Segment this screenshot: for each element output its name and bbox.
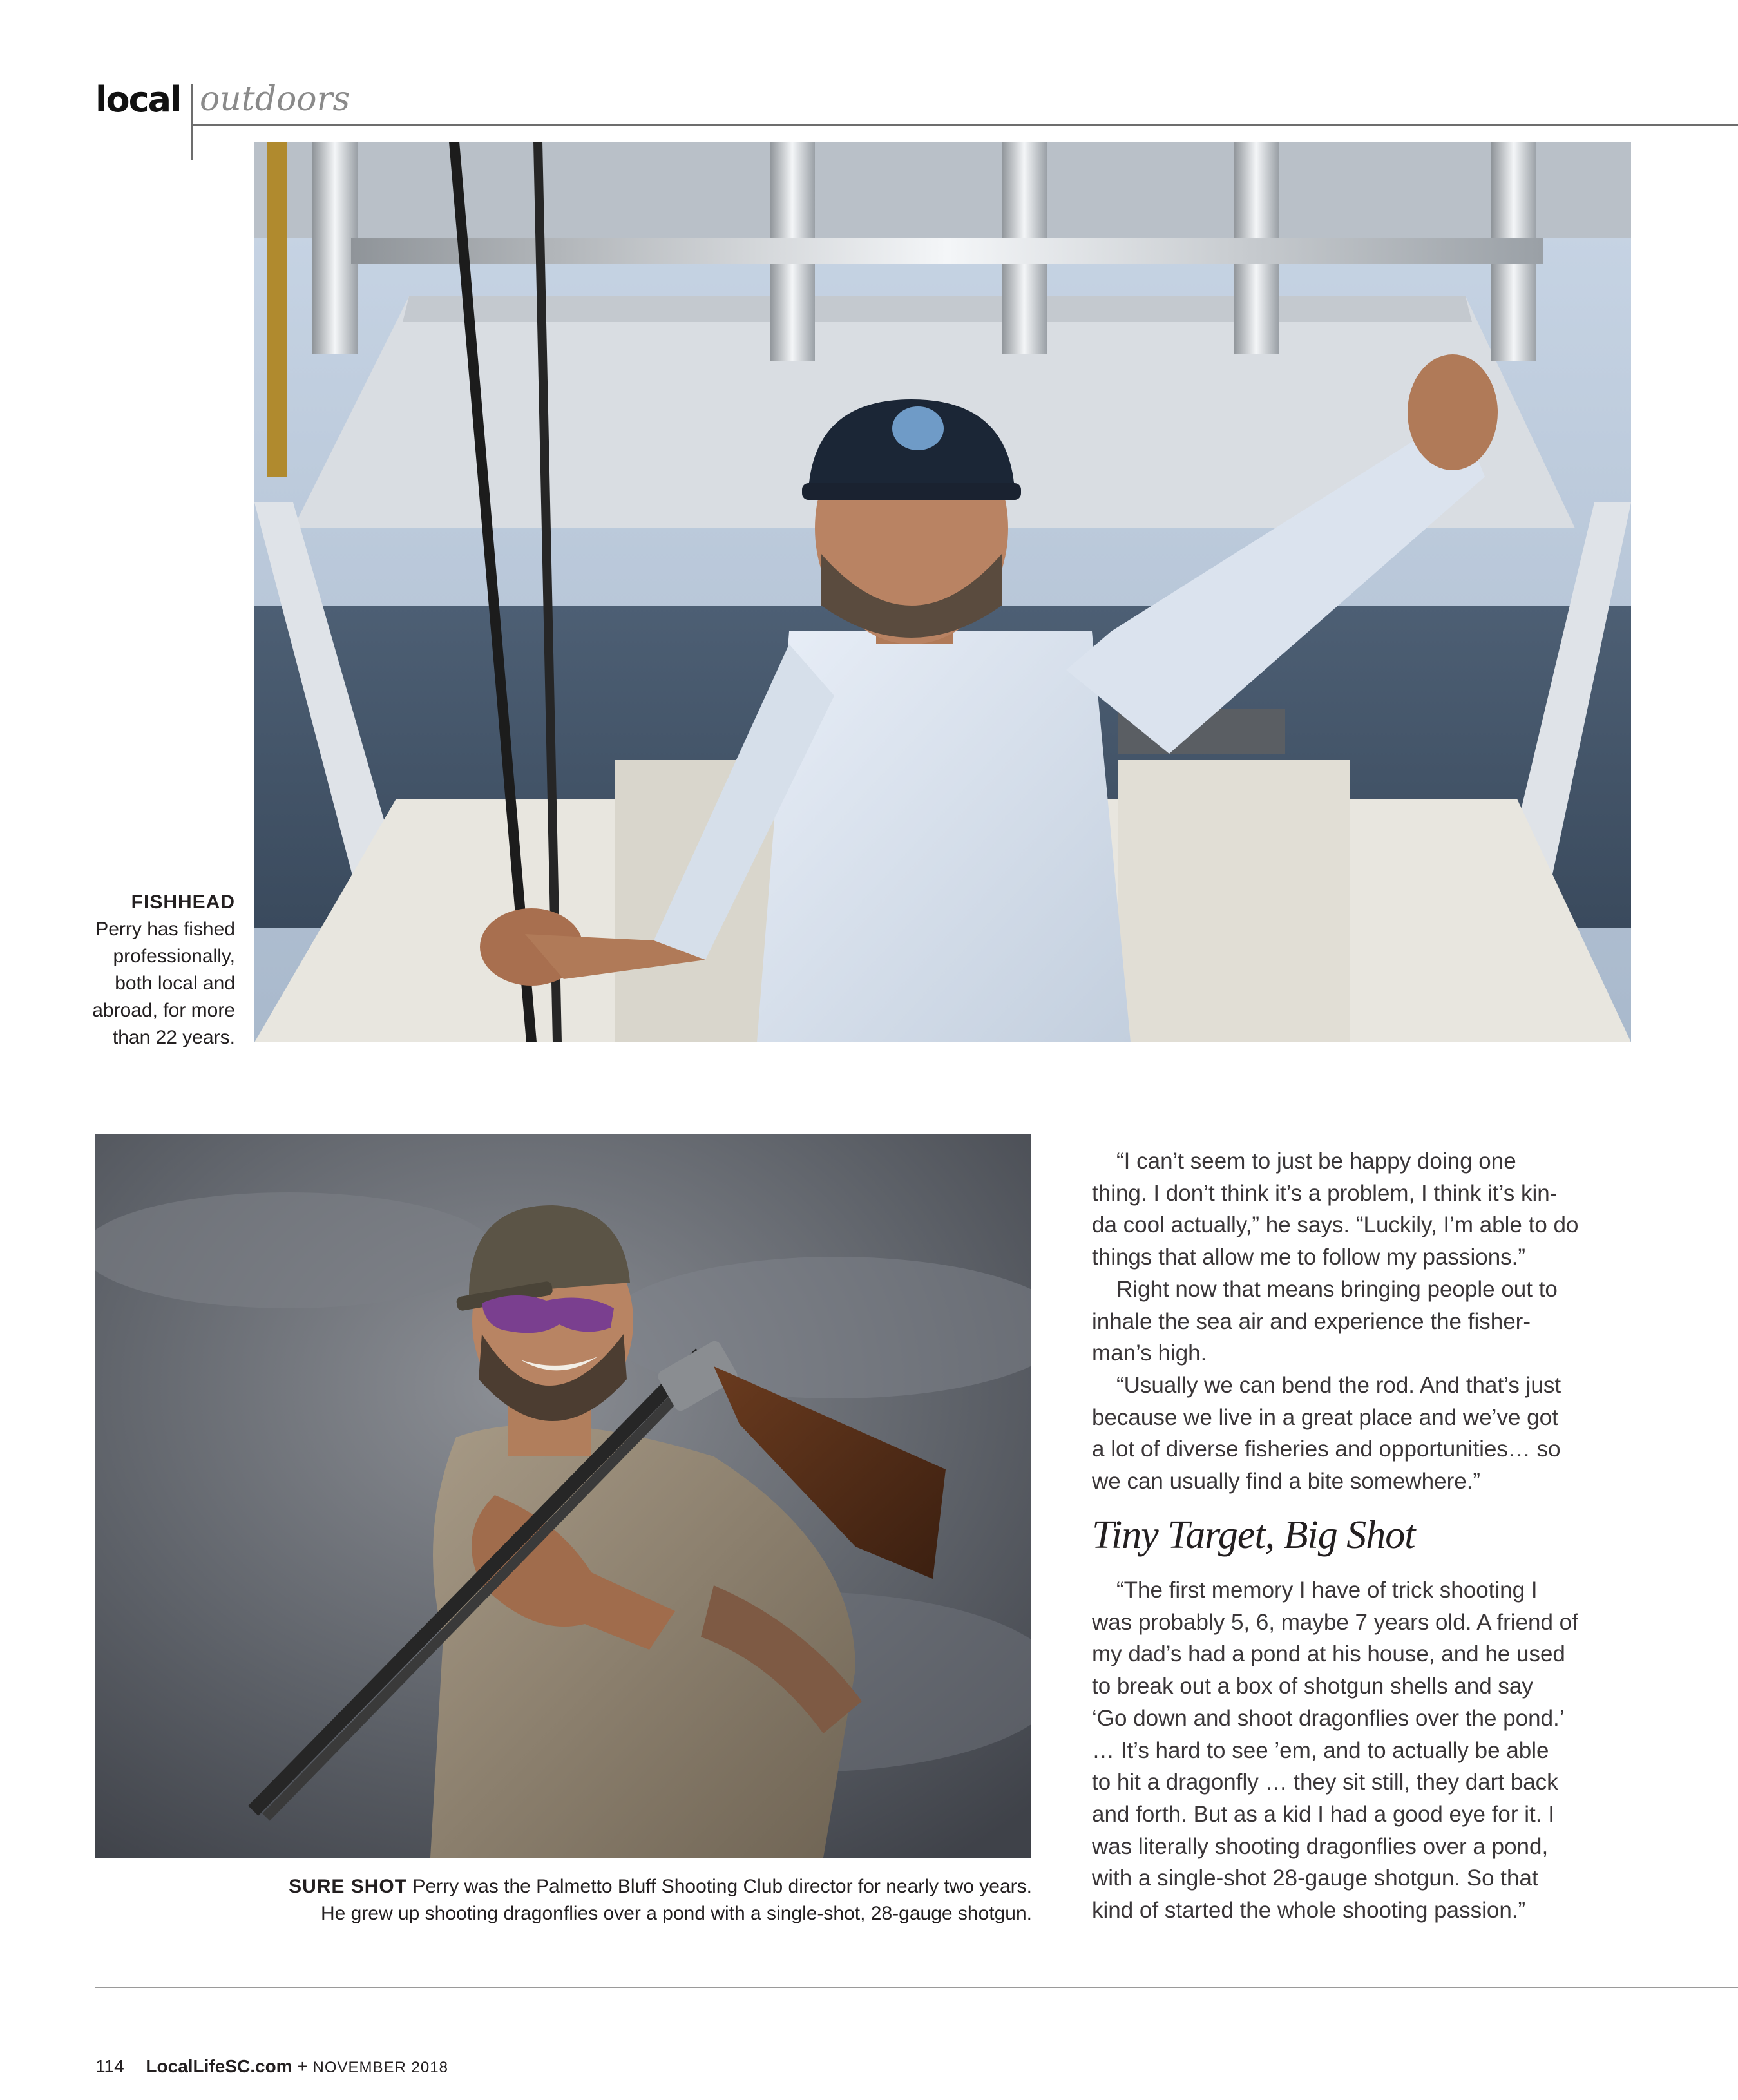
article-line: man’s high. <box>1092 1341 1207 1366</box>
header-divider-horizontal <box>191 124 1738 126</box>
footer-divider <box>95 1987 1738 1988</box>
article-line: and forth. But as a kid I had a good eye for it. I <box>1092 1801 1554 1827</box>
article-line: “I can’t seem to just be happy doing one <box>1116 1149 1516 1174</box>
article-line: with a single-shot 28-gauge shotgun. So that <box>1092 1866 1538 1891</box>
page-footer <box>95 2056 448 2077</box>
article-line: thing. I don’t think it’s a problem, I think it’s kin- <box>1092 1180 1558 1206</box>
article-line: my dad’s had a pond at his house, and he used <box>1092 1641 1565 1667</box>
fishing-boat-photo <box>254 142 1631 1042</box>
article-line: was probably 5, 6, maybe 7 years old. A friend of <box>1092 1609 1578 1635</box>
shotgun-portrait-photo <box>95 1134 1031 1858</box>
article-line: a lot of diverse fisheries and opportunities… so <box>1092 1437 1561 1462</box>
article-line: things that allow me to follow my passions.” <box>1092 1245 1526 1270</box>
article-line: to hit a dragonfly … they sit still, they dart back <box>1092 1770 1558 1795</box>
top-caption-line: professionally, <box>113 946 235 967</box>
footer-separator: + <box>297 2056 308 2076</box>
article-body-part2 <box>1092 1574 1627 1927</box>
top-caption-line: than 22 years. <box>112 1027 235 1048</box>
top-photo-caption <box>77 889 235 1051</box>
bottom-caption-kicker: SURE SHOT <box>289 1876 408 1897</box>
article-line: to break out a box of shotgun shells and say <box>1092 1674 1533 1699</box>
page-number: 114 <box>95 2056 124 2076</box>
article-body-part1 <box>1092 1145 1627 1498</box>
article-line: we can usually find a bite somewhere.” <box>1092 1469 1481 1494</box>
bottom-caption-line: Perry was the Palmetto Bluff Shooting Club director for nearly two years. <box>412 1876 1032 1897</box>
section-title: local <box>95 79 181 120</box>
article-line: inhale the sea air and experience the fisher- <box>1092 1308 1531 1334</box>
article-subhead: Tiny Target, Big Shot <box>1092 1513 1415 1557</box>
article-line: was literally shooting dragonflies over a pond, <box>1092 1833 1549 1859</box>
article-line: … It’s hard to see ’em, and to actually be able <box>1092 1737 1549 1763</box>
header-divider-vertical <box>191 84 193 160</box>
top-caption-line: abroad, for more <box>92 1000 235 1021</box>
article-line: because we live in a great place and we’ve got <box>1092 1404 1558 1430</box>
footer-issue-date: NOVEMBER 2018 <box>312 2059 448 2076</box>
article-line: Right now that means bringing people out to <box>1116 1276 1558 1302</box>
top-caption-line: both local and <box>115 973 235 994</box>
article-line: “The first memory I have of trick shooting I <box>1116 1578 1538 1603</box>
section-subtitle: outdoors <box>200 80 350 119</box>
top-caption-kicker: FISHHEAD <box>131 892 235 913</box>
bottom-photo-caption <box>193 1873 1032 1927</box>
article-line: ‘Go down and shoot dragonflies over the pond.’ <box>1092 1705 1565 1731</box>
top-caption-line: Perry has fished <box>95 919 235 940</box>
article-line: kind of started the whole shooting passion.” <box>1092 1898 1526 1923</box>
footer-site: LocalLifeSC.com <box>146 2056 292 2076</box>
article-line: “Usually we can bend the rod. And that’s just <box>1116 1372 1561 1398</box>
article-line: da cool actually,” he says. “Luckily, I’m able to do <box>1092 1212 1579 1238</box>
bottom-caption-line: He grew up shooting dragonflies over a pond with a single-shot, 28-gauge shotgun. <box>320 1903 1032 1924</box>
